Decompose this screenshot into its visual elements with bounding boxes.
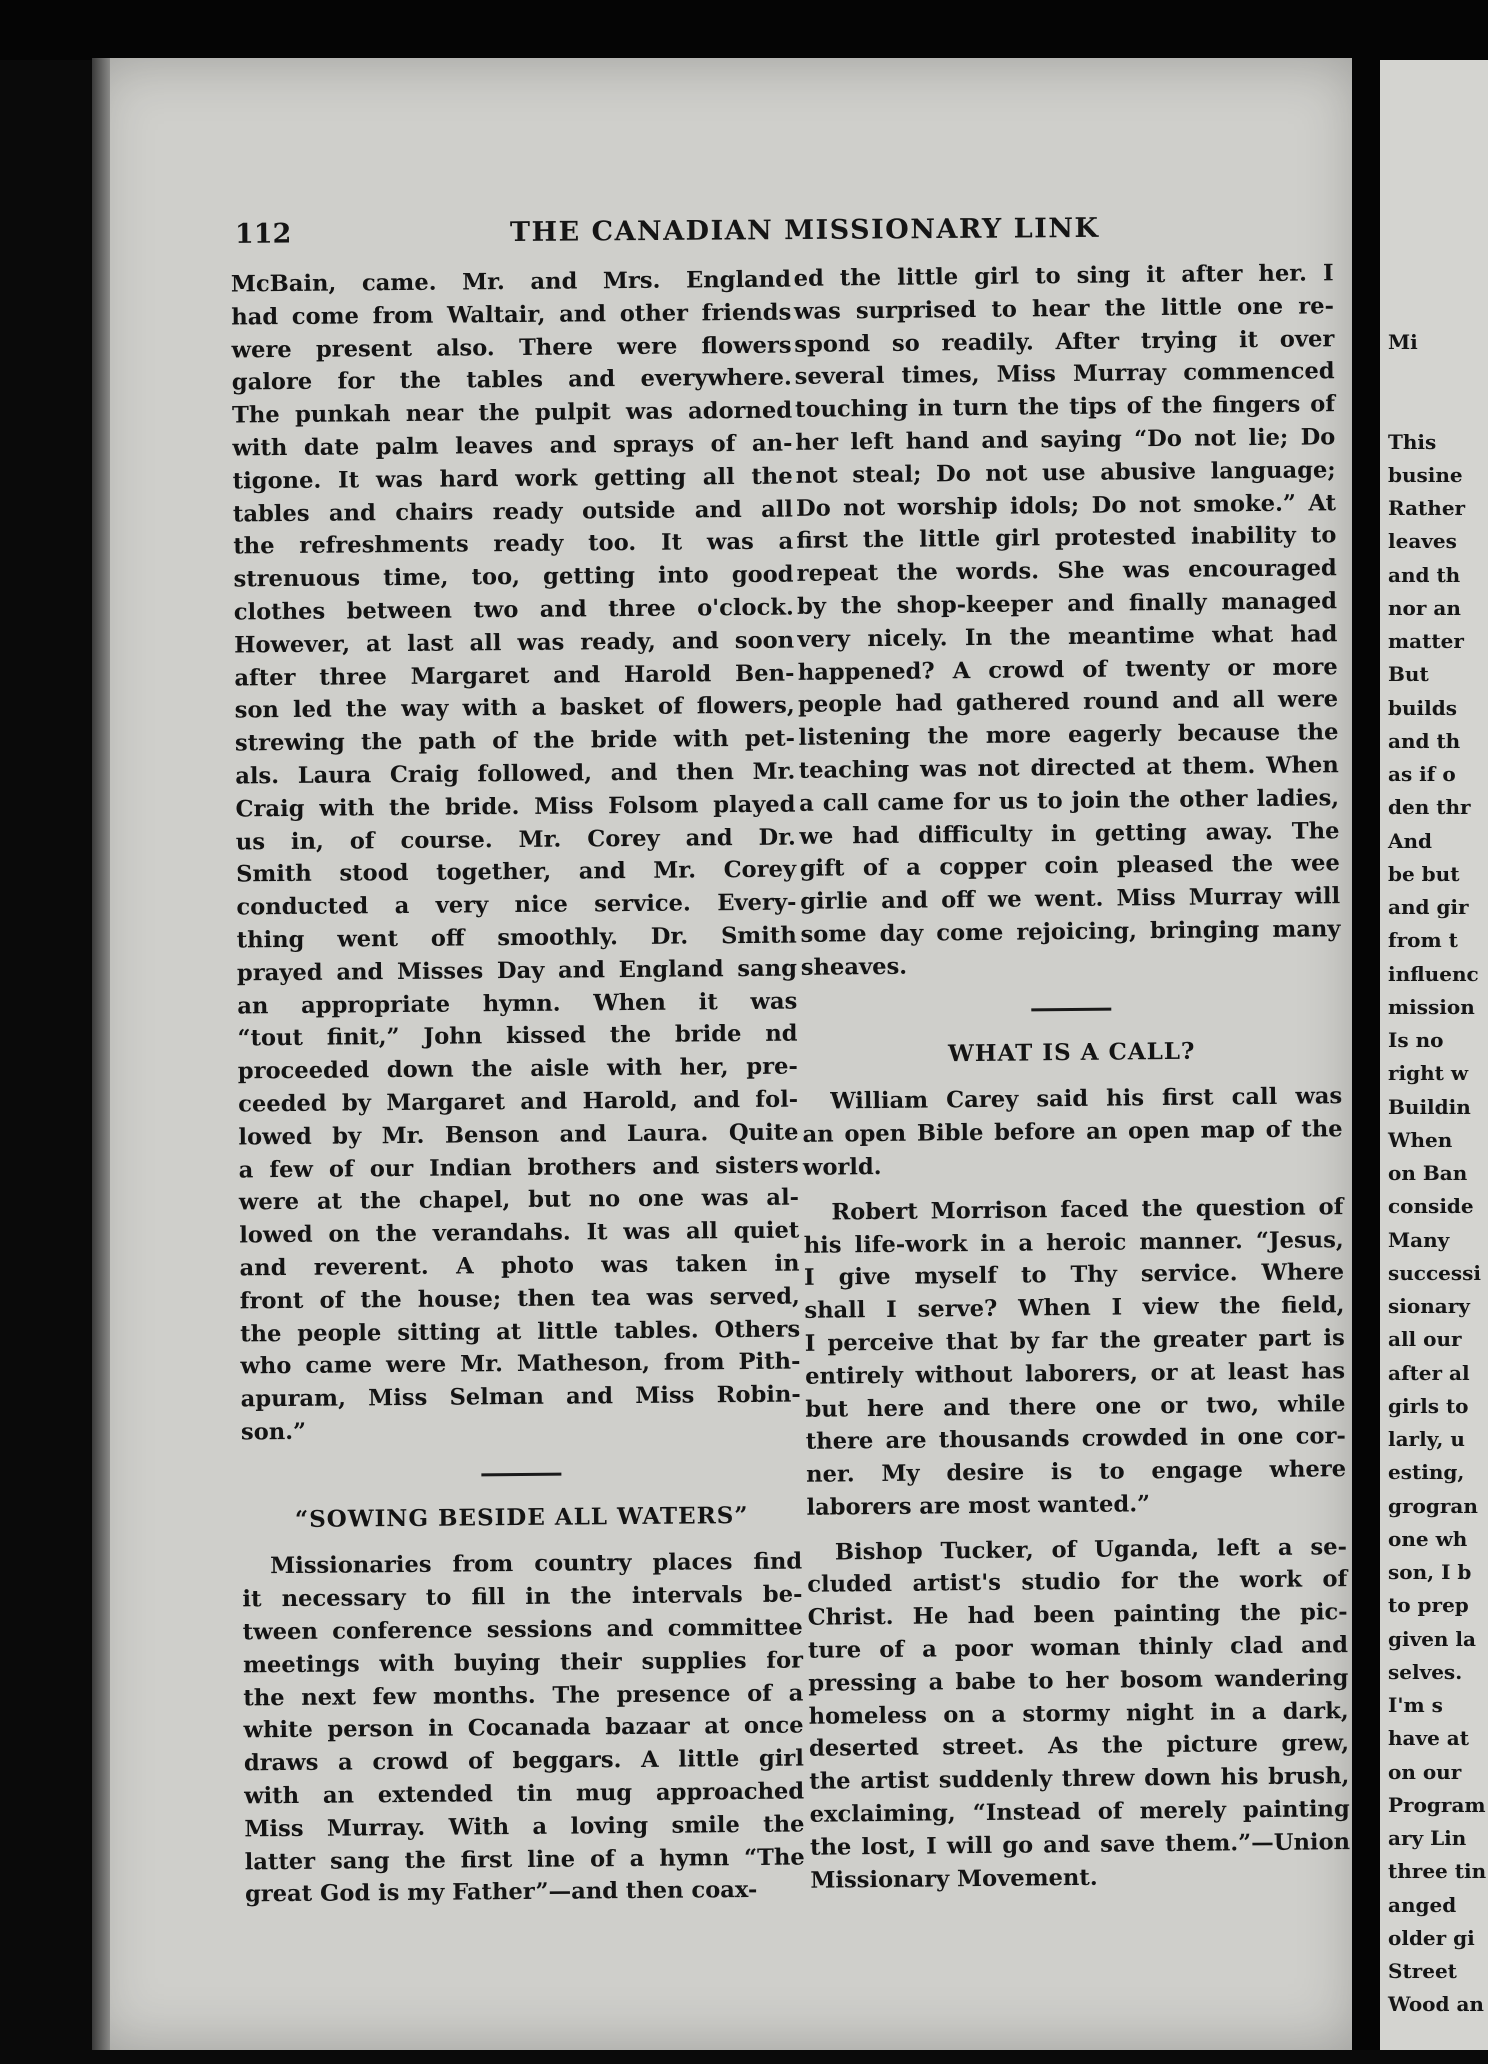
text-line: had come from Waltair, and other friends <box>231 299 792 331</box>
text-line: ner. My desire is to engage where <box>806 1456 1347 1488</box>
text-line: galore for the tables and everywhere. <box>231 364 792 396</box>
text-line: strewing the path of the bride with pet- <box>234 725 796 757</box>
text-line: front of the house; then tea was served, <box>239 1283 800 1315</box>
adjacent-page-text-fragment: and th <box>1388 562 1461 587</box>
adjacent-page-text-fragment: son, I b <box>1388 1560 1472 1585</box>
text-line: very nicely. In the meantime what had <box>797 620 1338 653</box>
text-line: deserted street. As the picture grew, <box>808 1730 1350 1763</box>
text-line: an open Bible before an open map of the <box>802 1116 1343 1148</box>
text-line: strenuous time, too, getting into good <box>233 561 794 593</box>
text-line: ceeded by Margaret and Harold, and fol- <box>238 1086 799 1118</box>
text-line: the lost, I will go and save them.”—Union <box>809 1828 1351 1861</box>
text-line: homeless on a stormy night in a dark, <box>808 1697 1349 1730</box>
adjacent-page-text-fragment: nor an <box>1388 595 1461 620</box>
text-line: first the little girl protested inability to <box>796 522 1337 555</box>
text-line: tables and chairs ready outside and all <box>232 496 794 528</box>
adjacent-page-text-fragment: Mi <box>1388 329 1418 354</box>
text-line: who came were Mr. Matheson, from Pith- <box>240 1348 801 1380</box>
adjacent-page-text-fragment: Program <box>1388 1792 1486 1817</box>
adjacent-page-text-fragment: larly, u <box>1388 1427 1465 1452</box>
text-line: Robert Morrison faced the question of <box>831 1193 1344 1226</box>
text-line: Smith stood together, and Mr. Corey <box>236 856 797 888</box>
adjacent-page-text-fragment: den thr <box>1388 795 1471 820</box>
book-gutter <box>1352 40 1380 2050</box>
adjacent-page-text-fragment: on our <box>1388 1759 1462 1784</box>
adjacent-page-text-fragment: from t <box>1388 928 1458 953</box>
text-line: sheaves. <box>800 953 908 981</box>
text-line: tween conference sessions and committee <box>242 1614 803 1646</box>
text-line: exclaiming, “Instead of merely painting <box>809 1796 1350 1828</box>
left-column <box>231 264 805 1912</box>
adjacent-page-text-fragment: And <box>1388 828 1433 853</box>
text-line: William Carey said his first call was <box>830 1083 1343 1115</box>
adjacent-page-text-fragment: ary Lin <box>1388 1826 1467 1851</box>
text-line: ture of a poor woman thinly clad and <box>807 1632 1349 1664</box>
text-line: touching in turn the tips of the fingers of <box>794 391 1336 424</box>
article-paragraph-tucker <box>807 1531 1351 1897</box>
text-line: latter sang the first line of a hymn “The <box>244 1844 805 1876</box>
adjacent-page-text-fragment: builds <box>1388 695 1457 720</box>
text-line: “tout finit,” John kissed the bride nd <box>237 1020 798 1052</box>
adjacent-page-text-fragment: Rather <box>1388 496 1466 521</box>
adjacent-page-text-fragment: Wood an <box>1388 1992 1484 2017</box>
text-line: meetings with buying their supplies for <box>242 1647 804 1679</box>
article-heading-call: WHAT IS A CALL? <box>947 1037 1196 1067</box>
text-line: the artist suddenly threw down his brush, <box>809 1763 1350 1796</box>
adjacent-page-text-fragment: given la <box>1388 1626 1476 1651</box>
text-line: listening the more eagerly because the <box>798 719 1339 752</box>
text-line: we had difficulty in getting away. The <box>799 817 1340 850</box>
text-line: shall I serve? When I view the field, <box>804 1292 1345 1324</box>
text-line: several times, Miss Murray commenced <box>794 358 1335 391</box>
text-line: conducted a very nice service. Every- <box>236 889 797 921</box>
adjacent-page-text-fragment: grogran <box>1388 1493 1478 1518</box>
text-line: als. Laura Craig followed, and then Mr. <box>235 758 796 790</box>
text-line: the people sitting at little tables. Others <box>240 1316 801 1347</box>
adjacent-page-text-fragment: conside <box>1388 1194 1474 1219</box>
adjacent-page-text-fragment: mission <box>1388 994 1475 1019</box>
text-line: spond so readily. After trying it over <box>794 325 1335 358</box>
text-line: Craig with the bride. Miss Folsom played <box>235 791 796 823</box>
text-line: lowed on the verandahs. It was all quiet <box>239 1217 800 1249</box>
text-line: girlie and off we went. Miss Murray will <box>800 883 1341 915</box>
adjacent-page-text-fragment: matter <box>1388 629 1464 654</box>
text-line: and reverent. A photo was taken in <box>239 1250 800 1282</box>
text-line: repeat the words. She was encouraged <box>796 555 1337 588</box>
text-line: tigone. It was hard work getting all the <box>232 463 793 495</box>
adjacent-page-text-fragment: and gir <box>1388 895 1469 920</box>
text-line: the next few months. The presence of a <box>243 1680 804 1712</box>
adjacent-page-text-fragment: one wh <box>1388 1526 1468 1551</box>
text-line: Do not worship idols; Do not smoke.” At <box>795 489 1337 522</box>
adjacent-page-text-fragment: girls to <box>1388 1393 1469 1418</box>
text-line: an appropriate hymn. When it was <box>237 988 798 1019</box>
text-line: I give myself to Thy service. Where <box>803 1259 1345 1292</box>
adjacent-page-text-fragment: on Ban <box>1388 1161 1468 1186</box>
text-line: great God is my Father”—and then coax- <box>244 1877 758 1908</box>
text-line: McBain, came. Mr. and Mrs. England <box>230 266 792 298</box>
text-line: there are thousands crowded in one cor- <box>805 1423 1346 1456</box>
text-line: ed the little girl to sing it after her. I <box>793 260 1334 292</box>
text-line: some day come rejoicing, bringing many <box>800 916 1341 948</box>
text-line: lowed by Mr. Benson and Laura. Quite <box>238 1119 799 1151</box>
text-line: after three Margaret and Harold Ben- <box>234 660 795 692</box>
right-column-text <box>793 257 1341 984</box>
text-line: gift of a copper coin pleased the wee <box>799 850 1340 883</box>
text-line: world. <box>802 1153 882 1181</box>
text-line: was surprised to hear the little one re- <box>793 293 1335 325</box>
adjacent-page-text-fragment: busine <box>1388 462 1463 487</box>
text-line: with date palm leaves and sprays of an- <box>232 430 793 462</box>
text-line: The punkah near the pulpit was adorned <box>232 397 793 429</box>
text-line: apuram, Miss Selman and Miss Robin- <box>240 1381 801 1413</box>
adjacent-page-text-fragment: be but <box>1388 861 1460 886</box>
text-line: pressing a babe to her bosom wandering <box>808 1665 1349 1697</box>
text-line: not steal; Do not use abusive language; <box>795 456 1336 489</box>
left-column-text <box>231 264 801 1450</box>
text-line: entirely without laborers, or at least has <box>804 1357 1346 1390</box>
text-line: white person in Cocanada bazaar at once <box>243 1713 804 1744</box>
adjacent-page-text-fragment: after al <box>1388 1360 1470 1385</box>
adjacent-page-text-fragment: Buildin <box>1388 1094 1471 1119</box>
adjacent-page-text-fragment: as if o <box>1388 762 1456 787</box>
adjacent-page-text-fragment: successi <box>1388 1260 1481 1285</box>
text-line: cluded artist's studio for the work of <box>807 1566 1348 1599</box>
text-line: teaching was not directed at them. When <box>798 752 1339 784</box>
text-line: a call came for us to join the other ladies, <box>798 784 1340 817</box>
adjacent-page-text-fragment: and th <box>1388 728 1461 753</box>
text-line: clothes between two and three o'clock. <box>233 594 794 626</box>
adjacent-page-text-fragment: selves. <box>1388 1659 1463 1684</box>
text-line: with an extended tin mug approached <box>244 1778 805 1810</box>
text-line: thing went off smoothly. Dr. Smith <box>236 922 797 954</box>
text-line: Missionary Movement. <box>810 1864 1098 1894</box>
text-line: it necessary to fill in the intervals be- <box>242 1581 803 1613</box>
section-divider <box>1031 1007 1111 1011</box>
adjacent-page-text-fragment: have at <box>1388 1726 1470 1751</box>
adjacent-page-text-fragment: three tin <box>1388 1859 1487 1884</box>
section-divider <box>481 1472 561 1476</box>
text-line: Christ. He had been painting the pic- <box>807 1599 1348 1632</box>
text-line: proceeded down the aisle with her, pre- <box>237 1053 798 1085</box>
text-line: Miss Murray. With a loving smile the <box>244 1811 805 1843</box>
article-paragraph-morrison <box>803 1191 1346 1525</box>
adjacent-page-text-fragment: anged <box>1388 1892 1457 1917</box>
adjacent-page-text-fragment: to prep <box>1388 1593 1469 1618</box>
text-line: a few of our Indian brothers and sisters <box>238 1152 799 1183</box>
text-line: I perceive that by far the greater part is <box>804 1325 1345 1357</box>
article-text-sowing <box>242 1546 805 1912</box>
text-line: draws a crowd of beggars. A little girl <box>243 1745 804 1777</box>
text-line: prayed and Misses Day and England sang <box>236 955 798 987</box>
text-line: Missionaries from country places find <box>270 1549 803 1580</box>
text-line: her left hand and saying “Do not lie; Do <box>795 424 1336 456</box>
text-line: happened? A crowd of twenty or more <box>797 653 1338 686</box>
text-line: us in, of course. Mr. Corey and Dr. <box>235 824 796 855</box>
right-column <box>793 257 1350 1897</box>
adjacent-page-text-fragment: right w <box>1388 1061 1469 1086</box>
adjacent-page-text-fragment: Many <box>1388 1227 1450 1252</box>
text-line: laborers are most wanted.” <box>806 1491 1151 1521</box>
adjacent-page-text-fragment: Is no <box>1388 1028 1444 1053</box>
article-paragraph-carey <box>802 1081 1343 1185</box>
adjacent-page-text-fragment: I'm s <box>1388 1693 1443 1718</box>
adjacent-page-text-fragment: When <box>1388 1127 1453 1152</box>
text-line: were at the chapel, but no one was al- <box>238 1184 800 1216</box>
scan-border-top <box>0 0 1488 60</box>
adjacent-page-text-fragment: influenc <box>1388 961 1479 986</box>
adjacent-page-text-fragment: all our <box>1388 1327 1462 1352</box>
text-line: son.” <box>240 1418 307 1446</box>
adjacent-page-text-fragment: older gi <box>1388 1925 1475 1950</box>
text-line: his life-work in a heroic manner. “Jesus, <box>803 1226 1344 1259</box>
text-line: but here and there one or two, while <box>805 1390 1346 1423</box>
adjacent-page-text-fragment: But <box>1388 662 1429 687</box>
text-line: were present also. There were flowers <box>231 332 792 364</box>
running-title: THE CANADIAN MISSIONARY LINK <box>509 212 1100 248</box>
adjacent-page-text-fragment: leaves <box>1388 529 1457 554</box>
adjacent-page-text-fragment: Street <box>1388 1959 1457 1984</box>
text-line: Bishop Tucker, of Uganda, left a se- <box>834 1533 1348 1566</box>
article-heading-sowing: “SOWING BESIDE ALL WATERS” <box>294 1501 749 1533</box>
text-line: the refreshments ready too. It was a <box>233 528 794 560</box>
adjacent-page-text-fragment: This <box>1388 429 1437 454</box>
text-line: However, at last all was ready, and soon <box>234 627 795 659</box>
adjacent-page-fragment <box>1380 60 1488 2050</box>
page-header <box>235 211 1355 259</box>
text-line: by the shop-keeper and finally managed <box>796 588 1338 620</box>
adjacent-page-text-fragment: esting, <box>1388 1460 1465 1485</box>
text-line: people had gathered round and all were <box>797 686 1339 719</box>
page-number: 112 <box>234 218 292 250</box>
text-line: son led the way with a basket of flowers, <box>234 692 795 724</box>
adjacent-page-text-fragment: sionary <box>1388 1294 1470 1319</box>
